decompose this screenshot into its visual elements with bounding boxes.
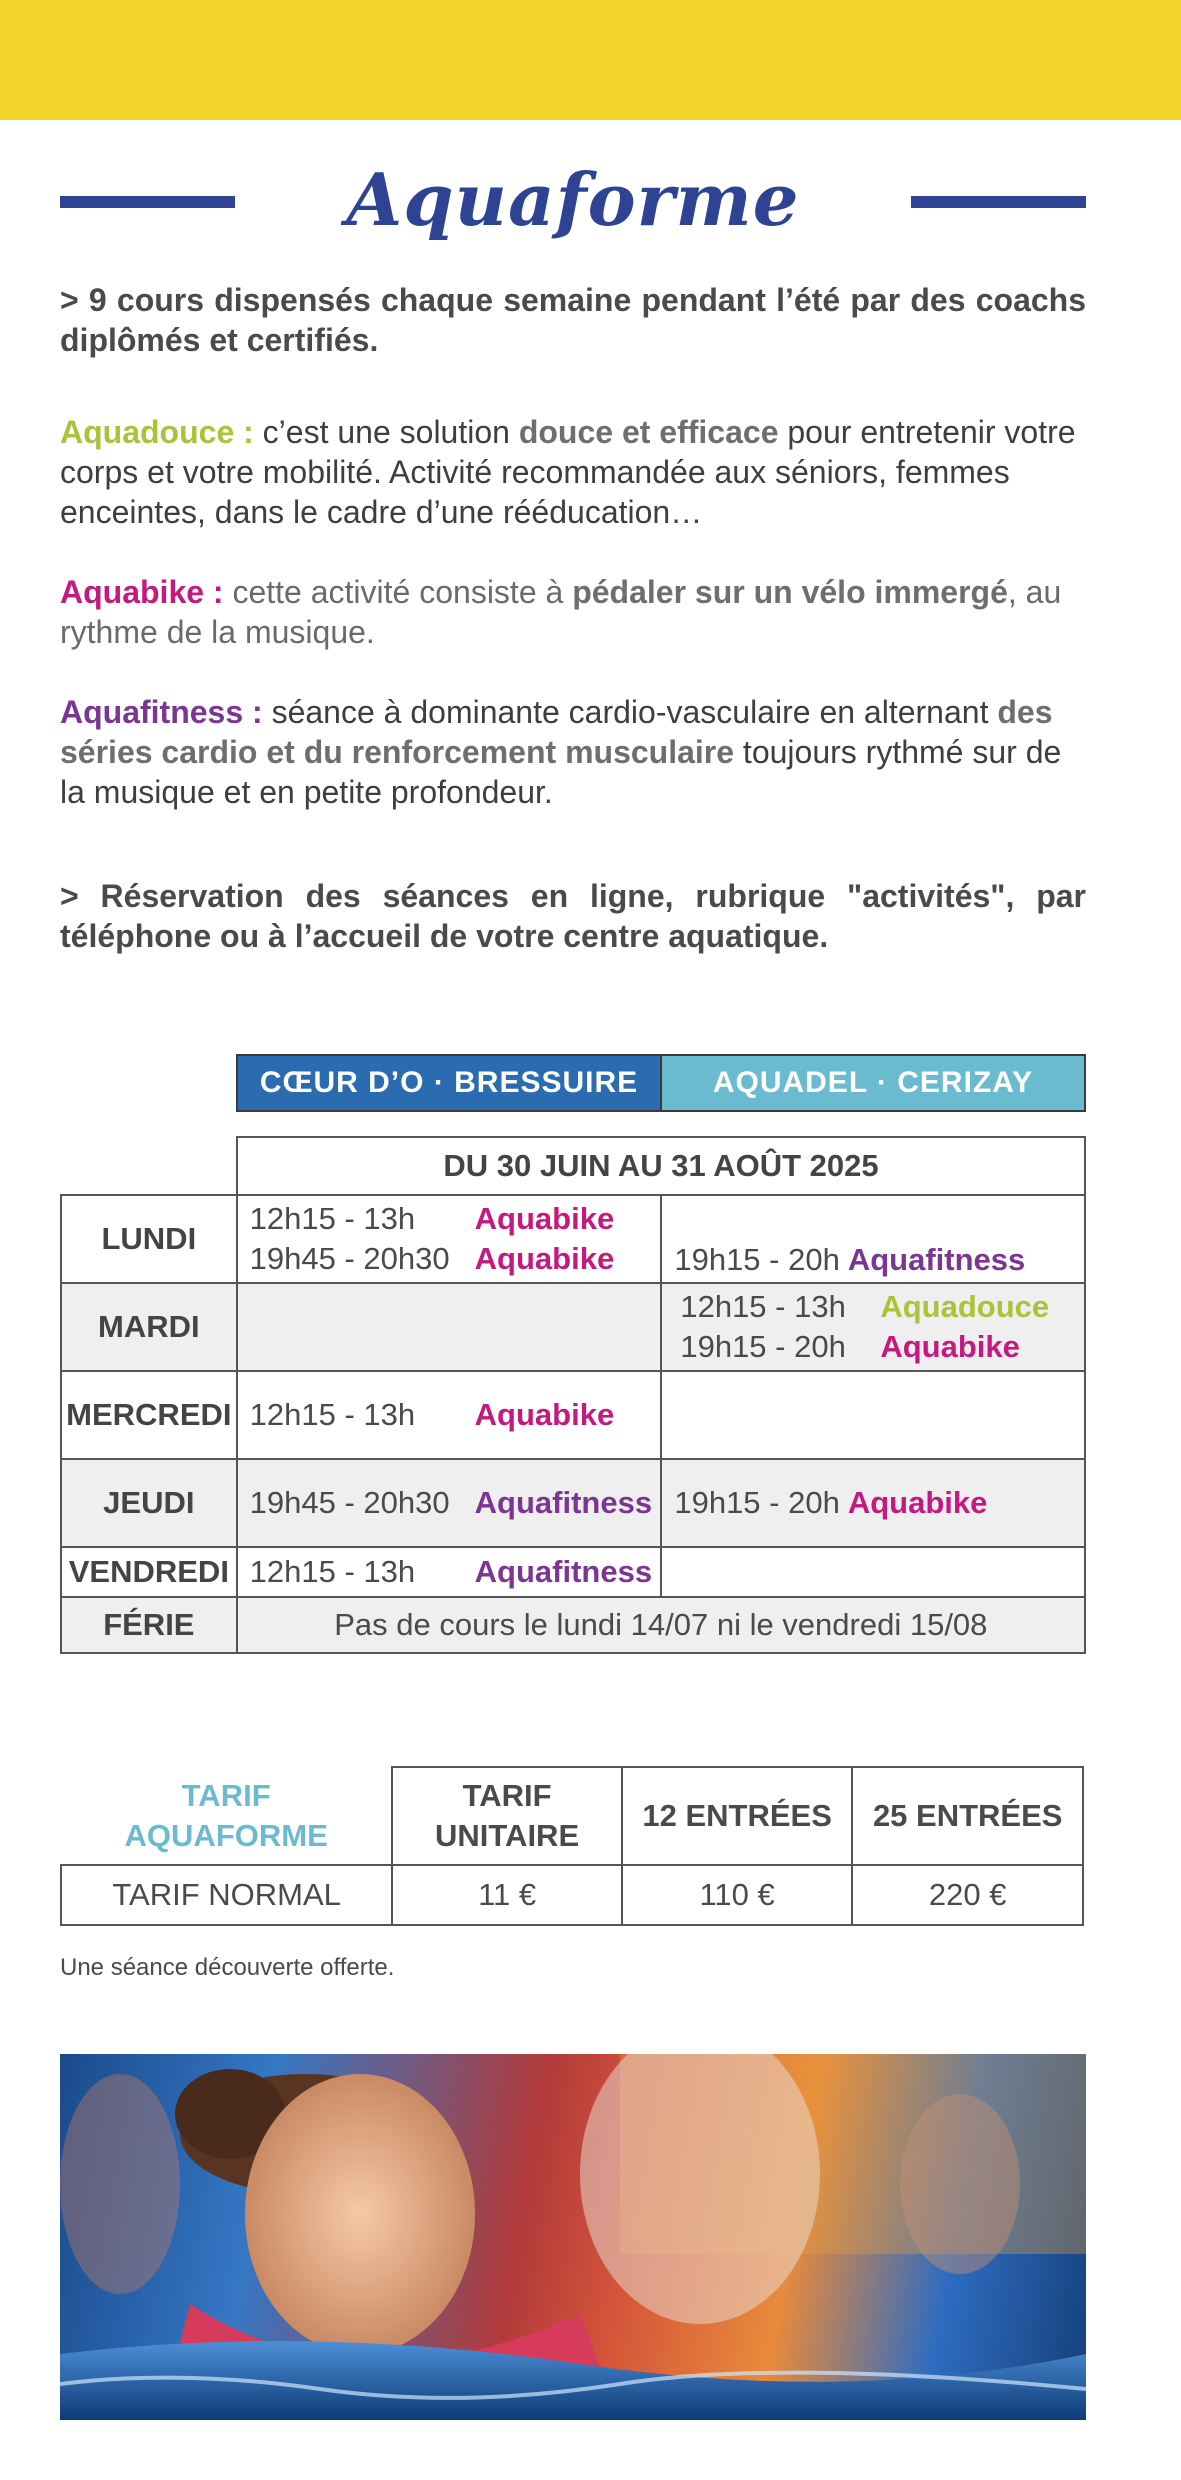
cell-vendredi-bressuire xyxy=(237,1547,662,1597)
cell-mercredi-cerizay xyxy=(661,1371,1085,1459)
schedule-row-mardi xyxy=(61,1283,1085,1371)
cell-mardi-cerizay xyxy=(661,1283,1085,1371)
cell-vendredi-cerizay xyxy=(661,1547,1085,1597)
aquagym-photo xyxy=(60,2054,1086,2420)
cell-jeudi-cerizay xyxy=(661,1459,1085,1547)
title-line-left xyxy=(60,196,235,208)
title-row xyxy=(60,150,1086,250)
slot xyxy=(674,1240,1084,1280)
slot xyxy=(680,1327,1084,1367)
day-lundi: LUNDI xyxy=(61,1195,237,1283)
day-mercredi: MERCREDI xyxy=(61,1371,237,1459)
venue-cerizay: AQUADEL · CERIZAY xyxy=(662,1054,1086,1112)
reservation-text: > Réservation des séances en ligne, rubrique "activités", par téléphone ou à l’accueil de votre centre aquatique. xyxy=(60,878,1086,954)
slot-activity: Aquafitness xyxy=(474,1485,653,1520)
slot xyxy=(250,1395,661,1435)
aquabike-text-2: , au rythme de la musique. xyxy=(60,574,1062,650)
tarif-value-12: 110 € xyxy=(622,1865,853,1925)
page-title: Aquaforme xyxy=(346,157,800,242)
aquafitness-name: Aquafitness : xyxy=(60,694,263,730)
cell-lundi-bressuire xyxy=(237,1195,662,1283)
slot-activity: Aquabike xyxy=(474,1397,615,1432)
schedule-period: DU 30 JUIN AU 31 AOÛT 2025 xyxy=(236,1136,1086,1196)
aquadouce-text-2: pour entretenir votre corps et votre mobilité. Activité recommandée aux séniors, femmes enceintes, dans le cadre d’une rééducation… xyxy=(60,414,1076,530)
cell-jeudi-bressuire xyxy=(237,1459,662,1547)
slot-time: 19h15 - 20h xyxy=(680,1329,846,1364)
cell-lundi-cerizay xyxy=(661,1195,1085,1283)
slot-activity: Aquadouce xyxy=(880,1289,1050,1324)
aquafitness-text-2: toujours rythmé sur de la musique et en petite profondeur. xyxy=(60,734,1062,810)
schedule-row-vendredi xyxy=(61,1547,1085,1597)
slot-activity: Aquafitness xyxy=(474,1554,653,1589)
day-mardi: MARDI xyxy=(61,1283,237,1371)
schedule-row-lundi xyxy=(61,1195,1085,1283)
schedule-row-jeudi xyxy=(61,1459,1085,1547)
slot-time: 12h15 - 13h xyxy=(249,1201,416,1236)
aquadouce-name: Aquadouce : xyxy=(60,414,254,450)
slot xyxy=(674,1483,1084,1523)
slot-time: 12h15 - 13h xyxy=(249,1554,416,1589)
day-jeudi: JEUDI xyxy=(61,1459,237,1547)
tarif-title-line1: TARIF xyxy=(181,1777,271,1813)
slot-time: 19h15 - 20h xyxy=(674,1485,840,1520)
schedule-row-ferie xyxy=(61,1597,1085,1653)
schedule-table xyxy=(60,1194,1086,1654)
venue-bressuire: CŒUR D’O · BRESSUIRE xyxy=(236,1054,662,1112)
slot-time: 19h45 - 20h30 xyxy=(249,1241,450,1276)
slot-activity: Aquabike xyxy=(880,1329,1020,1364)
photo-illustration xyxy=(60,2054,1086,2420)
aquafitness-description xyxy=(60,692,1086,812)
slot xyxy=(680,1287,1084,1327)
aquabike-description xyxy=(60,572,1086,652)
aquabike-highlight: pédaler sur un vélo immergé xyxy=(572,574,1008,610)
tarif-table xyxy=(60,1766,1084,1926)
venue-header-row xyxy=(236,1054,1086,1112)
tarif-note: Une séance découverte offerte. xyxy=(60,1954,395,1981)
tarif-header-25: 25 ENTRÉES xyxy=(852,1767,1083,1865)
aquabike-text-1: cette activité consiste à xyxy=(223,574,573,610)
day-vendredi: VENDREDI xyxy=(61,1547,237,1597)
day-ferie: FÉRIE xyxy=(61,1597,237,1653)
tarif-title xyxy=(61,1767,392,1865)
aquadouce-highlight: douce et efficace xyxy=(518,414,779,450)
slot xyxy=(250,1552,661,1592)
aquadouce-description xyxy=(60,412,1086,532)
tarif-header-line: UNITAIRE xyxy=(435,1818,580,1853)
intro-text: > 9 cours dispensés chaque semaine pendant l’été par des coachs diplômés et certifiés. xyxy=(60,282,1086,358)
slot-activity: Aquafitness xyxy=(847,1242,1026,1277)
slot xyxy=(250,1199,661,1239)
cell-mardi-bressuire xyxy=(237,1283,662,1371)
tarif-header-row xyxy=(61,1767,1083,1865)
slot xyxy=(250,1483,661,1523)
aquafitness-text-1: séance à dominante cardio-vasculaire en alternant xyxy=(262,694,998,730)
tarif-row-normal xyxy=(61,1865,1083,1925)
tarif-title-line2: AQUAFORME xyxy=(124,1817,328,1853)
slot-time: 19h15 - 20h xyxy=(674,1242,840,1277)
aquafitness-highlight: des séries cardio et du renforcement musculaire xyxy=(60,694,1053,770)
schedule-row-mercredi xyxy=(61,1371,1085,1459)
slot-time: 12h15 - 13h xyxy=(680,1289,846,1324)
title-line-right xyxy=(911,196,1086,208)
slot-activity: Aquabike xyxy=(474,1241,615,1276)
tarif-header-unitaire xyxy=(392,1767,622,1865)
top-yellow-band xyxy=(0,0,1181,120)
ferie-notice: Pas de cours le lundi 14/07 ni le vendredi 15/08 xyxy=(237,1597,1085,1653)
slot xyxy=(250,1239,661,1279)
cell-mercredi-bressuire xyxy=(237,1371,662,1459)
tarif-header-12: 12 ENTRÉES xyxy=(622,1767,853,1865)
tarif-header-line: TARIF xyxy=(462,1778,552,1813)
tarif-row-label: TARIF NORMAL xyxy=(61,1865,392,1925)
slot-activity: Aquabike xyxy=(847,1485,988,1520)
slot-time: 19h45 - 20h30 xyxy=(249,1485,450,1520)
aquabike-name: Aquabike : xyxy=(60,574,224,610)
slot-time: 12h15 - 13h xyxy=(249,1397,416,1432)
slot-activity: Aquabike xyxy=(474,1201,615,1236)
tarif-value-25: 220 € xyxy=(852,1865,1083,1925)
aquadouce-text-1: c’est une solution xyxy=(253,414,519,450)
tarif-value-unitaire: 11 € xyxy=(392,1865,622,1925)
